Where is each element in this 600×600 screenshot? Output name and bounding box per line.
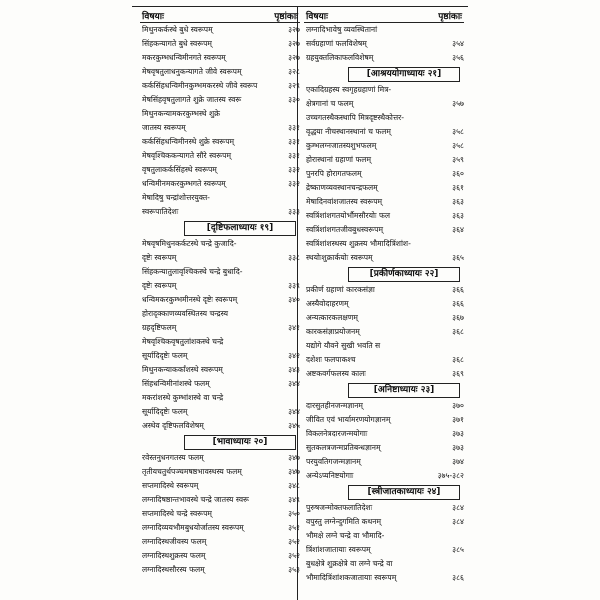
entry-title: दृष्टेः स्वरूपम् — [142, 281, 177, 290]
index-entry — [304, 455, 464, 469]
entry-title: वृषतुलाकर्कसिंहस्थे स्वरूपम् — [142, 165, 217, 174]
index-entry — [140, 451, 300, 465]
entry-title: मेषादिषु चन्द्रांशोत्तरयुक्त- — [142, 193, 210, 202]
entry-page-number: ३६३ — [452, 211, 464, 220]
entry-title: मकरांशस्थे कुम्भांशस्थे वा चन्द्रे — [142, 393, 224, 402]
entry-page-number: ३३९ — [288, 281, 300, 290]
index-entry — [140, 493, 300, 507]
entry-page-number: ३६५ — [452, 253, 464, 262]
entry-page-number: ३३० — [288, 95, 300, 104]
index-entry — [140, 279, 300, 293]
index-entry — [140, 405, 300, 419]
index-entry — [304, 529, 464, 543]
entry-page-number: ३४७ — [288, 467, 300, 476]
entry-title: विकलनेत्रदारजन्मयोगाः — [306, 429, 368, 438]
index-entry — [140, 37, 300, 51]
index-entry — [304, 283, 464, 297]
index-entry — [140, 349, 300, 363]
entry-title: एकादिग्रहस्य स्वगृहग्रहाणां मित्र- — [306, 85, 392, 94]
entry-page-number: ३६१ — [452, 183, 464, 192]
entry-title: अष्टकवर्गफलस्य कालः — [306, 369, 366, 378]
index-entry — [140, 265, 300, 279]
subject-heading: विषयाः — [306, 12, 328, 22]
page-heading: पृष्ठांकाः — [438, 12, 462, 22]
entry-title: जीवित एवं भार्यामरणयोगज्ञानम् — [306, 415, 391, 424]
entry-title: धन्विमकरकुम्भमीनस्थे दृष्टेः स्वरूपम् — [142, 295, 238, 304]
entry-page-number: ३६३ — [452, 197, 464, 206]
entry-page-number: ३२७ — [288, 25, 300, 34]
page-heading: पृष्ठांकाः — [274, 12, 298, 22]
entry-page-number: ३५७ — [452, 99, 464, 108]
left-list-1 — [140, 23, 300, 219]
entry-page-number: ३४८ — [288, 481, 300, 490]
entry-page-number: ३२७ — [288, 39, 300, 48]
entry-title: क्षेत्रगानां च फलम् — [306, 99, 354, 108]
index-entry — [140, 419, 300, 433]
index-entry — [140, 251, 300, 265]
index-entry — [304, 51, 464, 65]
chapter-heading: [दृष्टिफलाध्यायः १९] — [140, 220, 300, 236]
entry-page-number: ३६९ — [452, 369, 464, 378]
index-entry — [304, 469, 464, 483]
right-column — [304, 8, 464, 585]
entry-title: प्रकीर्ण ग्रहाणां कारकसंज्ञा — [306, 285, 375, 294]
entry-page-number: ३६६ — [452, 299, 464, 308]
entry-title: मेषवृषमिथुनकर्कटस्थे चन्द्रे कुजादि- — [142, 239, 237, 248]
entry-page-number: ३३१ — [288, 123, 300, 132]
index-entry — [140, 321, 300, 335]
entry-title: अन्येऽप्यनिष्टयोगाः — [306, 471, 354, 480]
entry-title: मेषवृश्चिकवृषतुलांशकस्थे चन्द्रे — [142, 337, 224, 346]
index-entry — [304, 125, 464, 139]
entry-title: पुनरपि होरागतफलम् — [306, 169, 362, 178]
entry-page-number: ३६७ — [452, 313, 464, 322]
entry-page-number: ३५२ — [288, 537, 300, 546]
entry-title: लग्नादिव्ययभौमबुधयोर्जातस्य स्वरूपम् — [142, 523, 244, 532]
index-entry — [140, 191, 300, 205]
index-entry — [304, 139, 464, 153]
entry-page-number: ३६० — [452, 169, 464, 178]
entry-title: मिथुनकन्याकर्कांशस्थे स्वरूपम् — [142, 365, 223, 374]
entry-page-number: ३४३ — [288, 365, 300, 374]
right-column-header — [304, 8, 464, 23]
entry-title: सिंहकन्यातुलावृश्चिकस्थे चन्द्रे बुधादि- — [142, 267, 243, 276]
index-entry — [140, 205, 300, 219]
entry-title: अन्यत्कारकलक्षणम् — [306, 313, 358, 322]
entry-title: मेषसिंहवृषतुलागते शुक्रे जातस्य स्वरू — [142, 95, 242, 104]
entry-title: सिंहकन्यागते बुधे स्वरूपम् — [142, 39, 212, 48]
entry-page-number: ३४७ — [288, 453, 300, 462]
entry-title: ग्रहदृष्टिफलम् — [142, 323, 177, 332]
index-entry — [140, 107, 300, 121]
entry-page-number: ३६८ — [452, 327, 464, 336]
entry-page-number: ३५१ — [288, 523, 300, 532]
entry-page-number: ३३२ — [288, 165, 300, 174]
entry-title: सप्तमादिस्थे स्वरूपम् — [142, 481, 199, 490]
index-entry — [140, 465, 300, 479]
entry-page-number: ३२८ — [288, 67, 300, 76]
index-entry — [140, 563, 300, 577]
entry-page-number: ३२७ — [288, 53, 300, 62]
entry-title: मिथुनकर्कस्थे बुधे स्वरूपम् — [142, 25, 213, 34]
index-entry — [140, 363, 300, 377]
entry-page-number: ३५० — [288, 509, 300, 518]
index-entry — [140, 149, 300, 163]
index-entry — [304, 339, 464, 353]
index-entry — [140, 135, 300, 149]
index-entry — [304, 367, 464, 381]
entry-page-number: ३७३ — [452, 443, 464, 452]
entry-title: मकरकुम्भधन्विमीनगते स्वरूपम् — [142, 53, 226, 62]
entry-title: रवेस्तनुधनगतस्य फलम् — [142, 453, 204, 462]
entry-page-number: ३६४ — [452, 225, 464, 234]
entry-page-number: ३३३ — [288, 207, 300, 216]
entry-page-number: ३२९ — [288, 81, 300, 90]
entry-title: भौमादित्रिंशांशकजातायाः स्वरूपम् — [306, 573, 397, 582]
entry-page-number: ३५२ — [288, 551, 300, 560]
index-entry — [140, 479, 300, 493]
index-entry — [304, 97, 464, 111]
entry-title: मेषवृषतुलाधनुकन्यागते जीवे स्वरूपम् — [142, 67, 242, 76]
index-entry — [140, 163, 300, 177]
entry-title: वृद्धया नीचस्थानस्थानां च फलम् — [306, 127, 391, 136]
right-list-1 — [304, 23, 464, 65]
entry-page-number: ३३२ — [288, 179, 300, 188]
index-entry — [304, 427, 464, 441]
entry-page-number: ३४४ — [288, 407, 300, 416]
index-entry — [304, 251, 464, 265]
entry-title: लग्नादिस्थशुक्रस्य फलम् — [142, 551, 206, 560]
entry-title: दशेशः फलपाकश्च — [306, 355, 356, 364]
index-entry — [140, 535, 300, 549]
entry-page-number: ३३१ — [288, 151, 300, 160]
index-entry — [140, 51, 300, 65]
index-entry — [304, 297, 464, 311]
index-entry — [304, 501, 464, 515]
index-entry — [140, 177, 300, 191]
entry-title: वपुस्तु लग्नेन्दुगमिति कथनम् — [306, 517, 382, 526]
entry-title: अस्थेव दृष्टिफलविशेषम् — [142, 421, 204, 430]
entry-title: सप्तमादिस्थे चन्द्रे स्वरूपम् — [142, 509, 212, 518]
right-list-4 — [304, 399, 464, 483]
index-entry — [140, 335, 300, 349]
index-entry — [304, 353, 464, 367]
index-entry — [304, 83, 464, 97]
entry-page-number: ३६६ — [452, 285, 464, 294]
entry-title: सिंहधन्विमीनांशस्थे फलम् — [142, 379, 210, 388]
entry-title: दारसुतहीनजन्मज्ञानम् — [306, 401, 363, 410]
entry-page-number: ३४१ — [288, 323, 300, 332]
entry-title: धन्विमीनमकरकुम्भगते स्वरूपम् — [142, 179, 226, 188]
entry-title: लग्नादिषष्ठान्तभावस्थे चन्द्रे जातस्य स्वरू — [142, 495, 249, 504]
entry-title: पुरुषजन्मोक्तफलातिदेशः — [306, 503, 373, 512]
entry-title: लग्नादिस्थजीवस्य फलम् — [142, 537, 207, 546]
index-entry — [140, 391, 300, 405]
right-list-3 — [304, 283, 464, 381]
index-entry — [304, 311, 464, 325]
index-entry — [304, 153, 464, 167]
index-entry — [140, 65, 300, 79]
entry-title: स्वत्रिंशांशगतयोर्भौमसौरयोः फल — [306, 211, 390, 220]
chapter-heading: [भावाध्यायः २०] — [140, 434, 300, 450]
entry-title: भौमक्षे लग्ने चन्द्रे वा भौमादि- — [306, 531, 385, 540]
entry-page-number: ३८४ — [452, 503, 464, 512]
index-entry — [304, 325, 464, 339]
index-entry — [140, 293, 300, 307]
entry-title: स्थयोःशुक्रार्कयोः स्वरूपम् — [306, 253, 373, 262]
entry-page-number: ३४५ — [288, 421, 300, 430]
entry-title: कारकसंज्ञाप्रयोजनम् — [306, 327, 360, 336]
index-entry — [304, 195, 464, 209]
entry-page-number: ३४२ — [288, 351, 300, 360]
left-list-2 — [140, 237, 300, 433]
entry-page-number: ३७० — [452, 401, 464, 410]
index-entry — [140, 79, 300, 93]
index-entry — [304, 571, 464, 585]
entry-title: बुधक्षेत्रे शुक्रक्षेत्रे वा लग्ने चन्द्रे वा — [306, 559, 393, 568]
entry-title: तृतीयचतुर्थपञ्चमषष्ठभावस्थस्य फलम् — [142, 467, 242, 476]
entry-page-number: ३७३ — [452, 429, 464, 438]
entry-page-number: ३४० — [288, 295, 300, 304]
entry-title: सर्वग्रहाणां फलविशेषम् — [306, 39, 367, 48]
entry-title: होरास्थानां ग्रहाणां फलम् — [306, 155, 371, 164]
index-entry — [304, 557, 464, 571]
index-entry — [140, 377, 300, 391]
index-entry — [304, 37, 464, 51]
entry-title: ग्रहयुक्तलिकाफलविशेषम् — [306, 53, 374, 62]
entry-page-number: ३५८ — [452, 127, 464, 136]
entry-title: उच्चगतस्थैकस्थापि मित्रदृष्टस्थैकोत्तर- — [306, 113, 404, 122]
entry-title: स्वरूपातिदेशः — [142, 207, 179, 216]
entry-page-number: ३४४ — [288, 379, 300, 388]
entry-title: कर्कसिंहधन्विमीनस्थे शुक्रे स्वरूपम् — [142, 137, 235, 146]
index-entry — [304, 237, 464, 251]
index-entry — [140, 93, 300, 107]
index-entry — [140, 507, 300, 521]
entry-title: स्वत्रिंशांशगतजीवबुधस्वरूपम् — [306, 225, 383, 234]
entry-page-number: ३५८ — [452, 141, 464, 150]
index-entry — [304, 23, 464, 37]
entry-page-number: ३४९ — [288, 495, 300, 504]
entry-title: लग्नादिस्थसौरस्य फलम् — [142, 565, 205, 574]
entry-title: सूर्यादिदृष्टेः फलम् — [142, 407, 188, 416]
entry-title: त्रिंशांशजातायाः स्वरूपम् — [306, 545, 371, 554]
entry-title: यद्योगे यौवने सुखी भवति स — [306, 341, 381, 350]
index-entry — [304, 209, 464, 223]
chapter-heading: [प्रकीर्णकाध्यायः २२] — [304, 266, 464, 282]
entry-title: स्वत्रिंशांशस्थस्य शुक्रस्य भौमादित्रिंशांश- — [306, 239, 411, 248]
right-list-5 — [304, 501, 464, 585]
entry-title: कर्कसिंहधन्विमीनकुम्भमकरस्थे जीवे स्वरूप — [142, 81, 258, 90]
entry-title: अस्यैवोदाहरणम् — [306, 299, 349, 308]
entry-page-number: ३५६ — [452, 53, 464, 62]
entry-page-number: ३६८ — [452, 355, 464, 364]
index-entry — [304, 399, 464, 413]
entry-title: परयुवतिगजन्मज्ञानम् — [306, 457, 361, 466]
entry-page-number: ३३१ — [288, 137, 300, 146]
index-entry — [140, 121, 300, 135]
entry-page-number: ३८६ — [452, 573, 464, 582]
entry-page-number: ३८४ — [452, 517, 464, 526]
chapter-heading: [आश्रययोगाध्यायः २१] — [304, 66, 464, 82]
index-entry — [304, 543, 464, 557]
entry-title: कुम्भलग्नजातस्यशुभफलम् — [306, 141, 377, 150]
entry-title: मिथुनकन्यामकरकुम्भस्थे शुक्रे — [142, 109, 221, 118]
index-entry — [304, 515, 464, 529]
entry-page-number: ३७४ — [452, 457, 464, 466]
entry-page-number: ३७१ — [452, 415, 464, 424]
entry-title: होरादृक्काणव्यवस्थितस्य चन्द्रस्य — [142, 309, 229, 318]
entry-title: द्रेष्काणव्यवस्थानचन्द्रफलम् — [306, 183, 378, 192]
right-list-2 — [304, 83, 464, 265]
entry-page-number: ३३८ — [288, 253, 300, 262]
chapter-heading: [स्त्रीजातकाध्यायः २४] — [304, 484, 464, 500]
left-column — [140, 8, 300, 577]
index-entry — [140, 549, 300, 563]
subject-heading: विषयाः — [142, 12, 164, 22]
index-entry — [140, 237, 300, 251]
entry-title: लग्नादिभावेषु व्यवस्थितानां — [306, 25, 378, 34]
entry-title: जातस्य स्वरूपम् — [142, 123, 186, 132]
index-entry — [140, 23, 300, 37]
left-column-header — [140, 8, 300, 23]
entry-page-number: ३८५ — [452, 545, 464, 554]
entry-title: सूर्यादिदृष्टेः फलम् — [142, 351, 188, 360]
top-rule — [132, 6, 468, 7]
entry-page-number: ३५९ — [452, 155, 464, 164]
index-entry — [304, 167, 464, 181]
entry-title: सुतकलत्रजन्मप्रतिबन्धज्ञानम् — [306, 443, 381, 452]
entry-page-number: ३५३ — [288, 565, 300, 574]
index-entry — [140, 307, 300, 321]
index-entry — [304, 111, 464, 125]
index-entry — [304, 223, 464, 237]
entry-title: दृष्टेः स्वरूपम् — [142, 253, 177, 262]
index-entry — [304, 413, 464, 427]
entry-page-number: ३७५-३८२ — [437, 471, 464, 480]
index-entry — [140, 521, 300, 535]
index-entry — [304, 181, 464, 195]
left-list-3 — [140, 451, 300, 577]
entry-title: मेषादिनवांशजातस्य स्वरूपम् — [306, 197, 383, 206]
chapter-heading: [अनिष्टाध्यायः २३] — [304, 382, 464, 398]
index-entry — [304, 441, 464, 455]
entry-title: मेषवृश्चिककन्यागते सौरे स्वरूपम् — [142, 151, 232, 160]
entry-page-number: ३५४ — [452, 39, 464, 48]
